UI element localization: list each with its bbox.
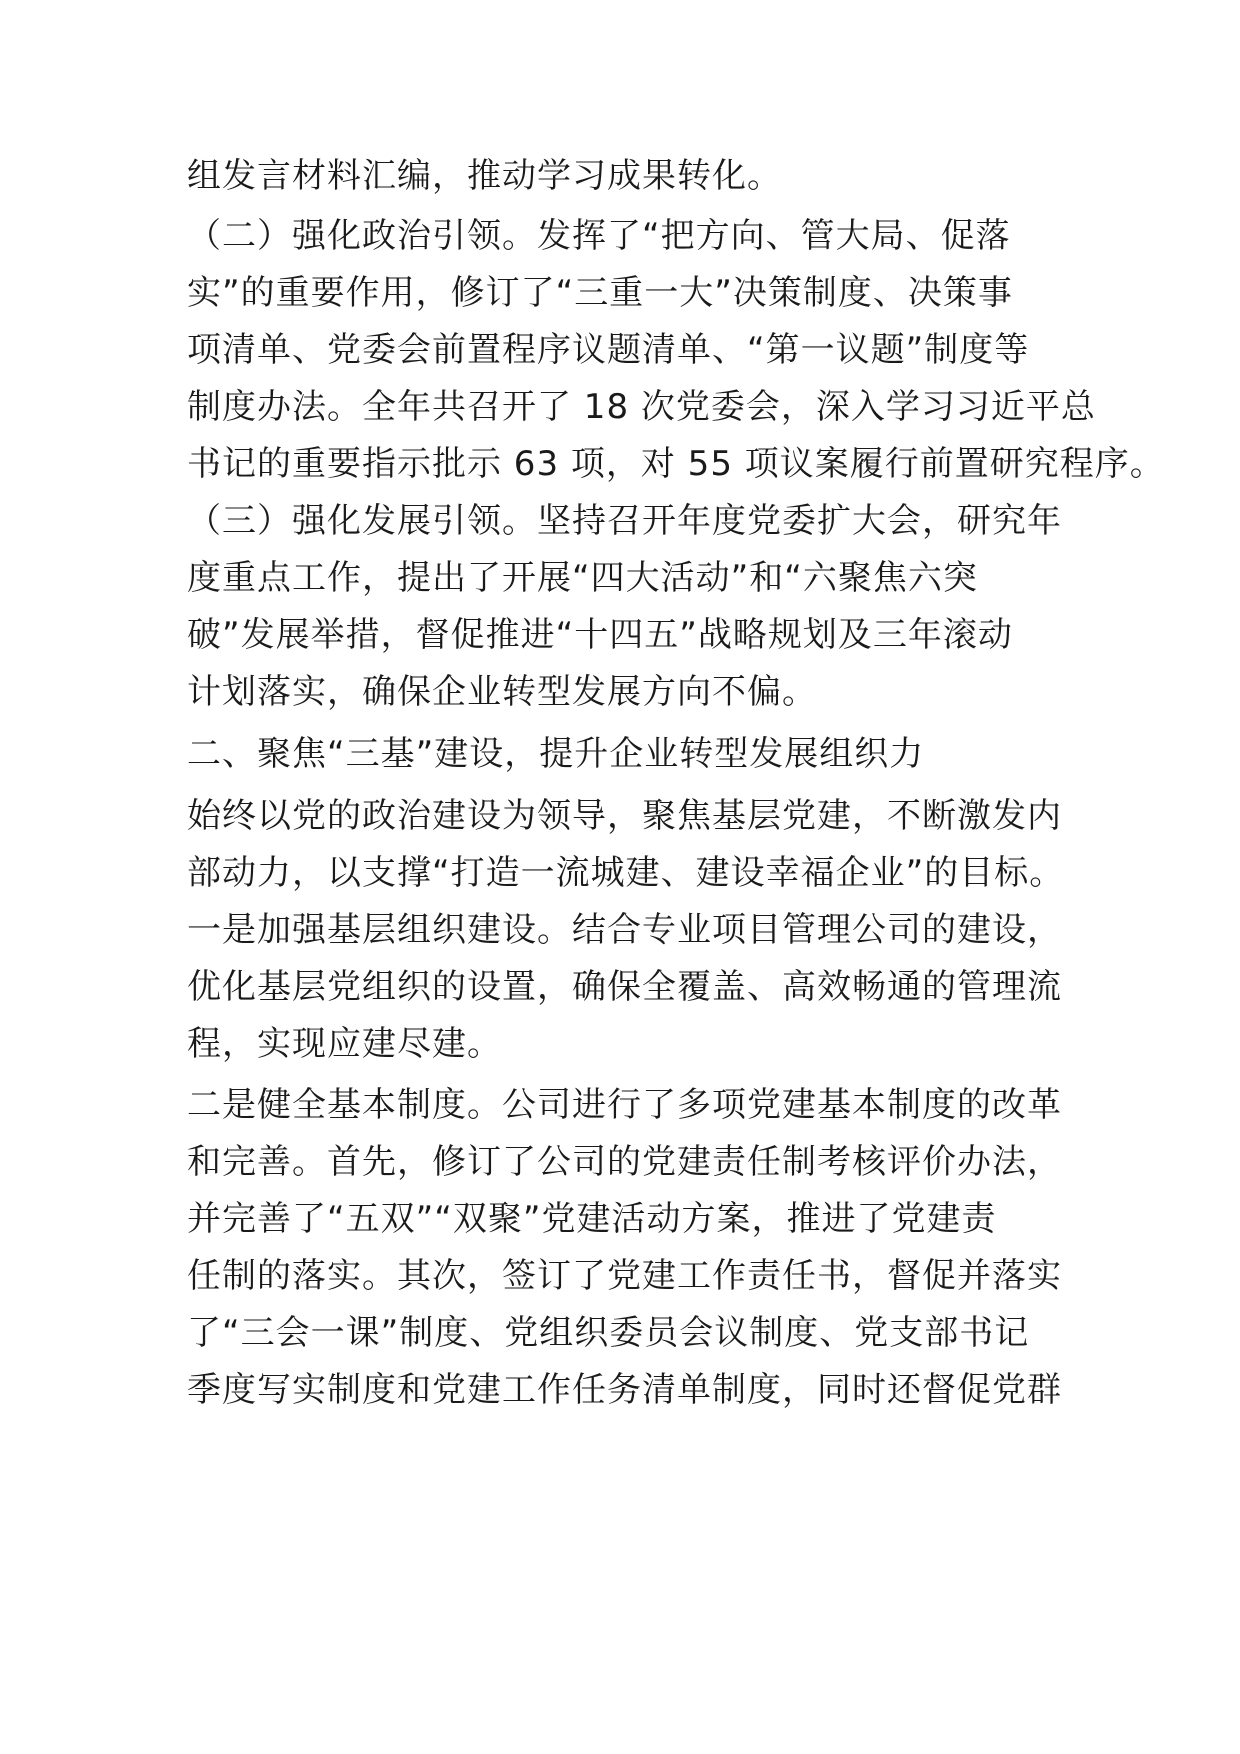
text-line: 程，实现应建尽建。 xyxy=(187,1024,502,1064)
text-line: 计划落实，确保企业转型发展方向不偏。 xyxy=(187,672,817,712)
text-line: 项清单、党委会前置程序议题清单、“第一议题”制度等 xyxy=(187,330,1030,370)
text-line: 度重点工作，提出了开展“四大活动”和“六聚焦六突 xyxy=(187,558,978,598)
text-line: 和完善。首先，修订了公司的党建责任制考核评价办法， xyxy=(187,1142,1062,1182)
text-line: 始终以党的政治建设为领导，聚焦基层党建，不断激发内 xyxy=(187,796,1062,836)
text-line: 组发言材料汇编，推动学习成果转化。 xyxy=(187,156,782,196)
text-line: 实”的重要作用，修订了“三重一大”决策制度、决策事 xyxy=(187,273,1013,313)
text-line: 季度写实制度和党建工作任务清单制度，同时还督促党群 xyxy=(187,1370,1062,1410)
text-line: 二是健全基本制度。公司进行了多项党建基本制度的改革 xyxy=(187,1085,1062,1125)
section-heading: 二、聚焦“三基”建设，提升企业转型发展组织力 xyxy=(187,734,925,774)
text-line: 破”发展举措，督促推进“十四五”战略规划及三年滚动 xyxy=(187,615,1013,655)
text-line: 一是加强基层组织建设。结合专业项目管理公司的建设， xyxy=(187,910,1062,950)
text-line: 书记的重要指示批示 63 项，对 55 项议案履行前置研究程序。 xyxy=(187,444,1165,484)
text-line: （二）强化政治引领。发挥了“把方向、管大局、促落 xyxy=(187,216,1011,256)
text-line: 制度办法。全年共召开了 18 次党委会，深入学习习近平总 xyxy=(187,387,1096,427)
text-line: 优化基层党组织的设置，确保全覆盖、高效畅通的管理流 xyxy=(187,967,1062,1007)
text-line: 并完善了“五双”“双聚”党建活动方案，推进了党建责 xyxy=(187,1199,997,1239)
text-line: 任制的落实。其次，签订了党建工作责任书，督促并落实 xyxy=(187,1256,1062,1296)
text-line: 部动力，以支撑“打造一流城建、建设幸福企业”的目标。 xyxy=(187,853,1065,893)
text-line: （三）强化发展引领。坚持召开年度党委扩大会，研究年 xyxy=(187,501,1062,541)
text-line: 了“三会一课”制度、党组织委员会议制度、党支部书记 xyxy=(187,1313,1030,1353)
